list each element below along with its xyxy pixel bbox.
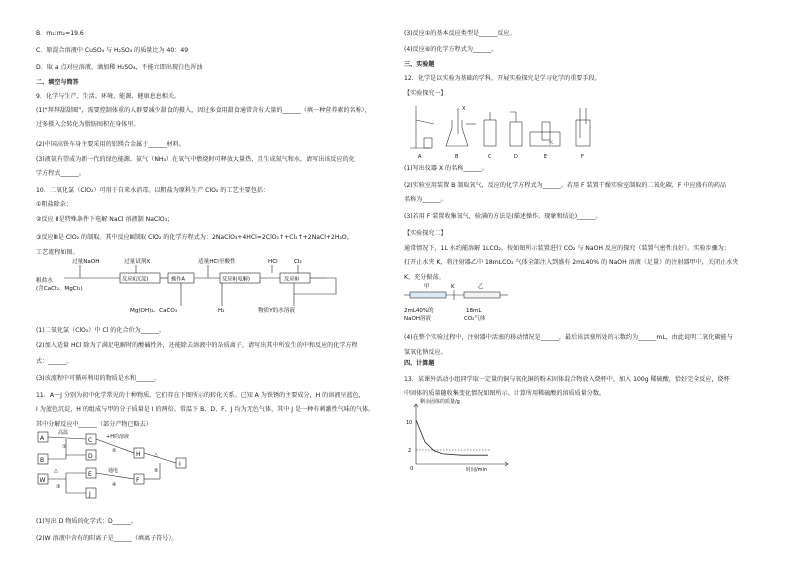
graph-tick-2: 2 — [408, 448, 412, 454]
graph-origin: 0 — [410, 466, 414, 472]
apparatus-b: B — [455, 154, 459, 160]
left-text-line: 9．化学与生产、生活、环境、能源、健康息息相关。 — [36, 93, 181, 100]
left-text-line: (2)加入适量 HCl 除为了满足电解时的酸碱性外，还能除去溶液中的杂质离子，请写出其中所发生的中和反应的化学方程 — [36, 342, 358, 349]
flow-precipitate: Mg(OH)₂、CaCO₃ — [130, 308, 178, 314]
box-b: B — [40, 457, 45, 464]
right-text-line: (4)反应⑥的化学方程式为______。 — [404, 46, 498, 53]
flow-impurities: (含CaCl₂、MgCl₂) — [36, 286, 83, 292]
label-delta: △ — [54, 468, 58, 474]
left-text-line: 工艺流程如图。 — [36, 249, 79, 256]
flow-hcl: HCl — [268, 259, 278, 265]
right-text-line: (2)实验室用装置 B 制取氧气，反应的化学方程式为______。若用 F 装置干燥实验室制取的二氧化碳，F 中应盛有的药品 — [404, 182, 727, 189]
right-text-line: 四、计算题 — [404, 360, 435, 367]
syringe-yi-note2: CO₂气体 — [464, 316, 486, 322]
syringe-yi-label: 乙 — [478, 284, 484, 290]
flow-crude-salt: 粗盐水 — [36, 278, 53, 284]
left-text-line: B．m₁:m₂=19.6 — [36, 30, 84, 37]
lab-apparatus-illustration — [406, 98, 606, 160]
label-step1: ① — [62, 444, 67, 450]
right-text-line: K，充分振荡。 — [404, 274, 445, 281]
left-text-line: (3)该流程中可循环利用的物质是水和______。 — [36, 375, 161, 382]
box-a: A — [40, 435, 45, 442]
right-text-line: 打开止水夹 K，将注射器乙中 18mLCO₂ 气体全部注入到盛有 2mL40% 的 NaOH 溶液（足量）的注射器甲中，关闭止水夹 — [404, 259, 739, 266]
label-high-temp: 高温 — [58, 430, 69, 436]
left-text-line: ①粗盐除杂； — [36, 201, 72, 208]
left-text-line: 式：______。 — [36, 358, 73, 365]
right-text-line: 通常情况下，1L 水约能溶解 1LCO₂，按如图所示装置进行 CO₂ 与 NaOH 反应的探究（装置气密性良好）。实验步骤为： — [404, 245, 730, 252]
left-text-line: 过多摄入会转化为脂肪囤积在身体里。 — [36, 121, 140, 128]
flow-box-reaction3-label: 反应III — [284, 276, 299, 283]
right-text-line: 三、实验题 — [404, 61, 435, 68]
label-h-solution: +H的溶液 — [106, 434, 129, 440]
right-text-line: (1)写出仪器 X 的名称______。 — [404, 165, 488, 172]
process-flow-diagram — [36, 256, 366, 320]
box-i: I — [179, 461, 181, 468]
solid-mass-graph — [404, 398, 514, 472]
left-text-line: (1)写出 D 物质的化学式：D______。 — [36, 518, 138, 525]
apparatus-c: C — [488, 154, 492, 160]
graph-y-label: 剩余固体的质量/g — [420, 399, 460, 405]
right-text-line: (3)反应①的基本反应类型是______反应。 — [404, 30, 516, 37]
apparatus-a: A — [418, 154, 422, 160]
label-delta2: △ — [154, 452, 158, 458]
right-text-line: (4)在整个实验过程中，注射器中活塞的移动情况是______，最后该活塞所处的示数约为______mL，由此说明二氧化碳能与 — [404, 334, 733, 341]
flow-naoh: 过量NaOH — [72, 259, 100, 265]
apparatus-f: F — [581, 154, 584, 160]
apparatus-water: 水 — [548, 140, 554, 146]
left-text-line: (1)二氧化氯（ClO₂）中 Cl 的化合价为______。 — [36, 327, 166, 334]
right-column — [404, 0, 774, 562]
syringe-jia-label: 甲 — [424, 284, 430, 290]
left-text-line: (1)“拜拜甜甜圈”，需要控制体重的人群要减少甜食的摄入，因过多食用甜食通常含有大量的______（填一种营养素的名称）， — [36, 107, 371, 114]
left-text-line: ②反应 Ⅱ是特殊条件下电解 NaCl 溶液制 NaClO₃； — [36, 216, 174, 223]
right-text-line: (3)若用 F 装置收集氧气，验满的方法是(描述操作、现象和结论)______。 — [404, 213, 602, 220]
label-step2: ② — [112, 448, 117, 454]
label-step4: ④ — [112, 482, 117, 488]
left-text-line: 其中分解反应中______（部分产物已略去） — [36, 421, 152, 428]
box-h: H — [136, 451, 141, 458]
right-text-line: 中固体的质量随收集变化情况如图所示。计算所用稀硫酸的溶质质量分数。 — [404, 390, 606, 397]
right-text-line: 13．某课外活动小组同学取一定量的铜与氧化铜的粉末固体混合物放入烧杯中，加入 100g 稀硫酸，恰好完全反应，烧杯 — [404, 376, 730, 383]
label-step5: ⑤ — [154, 468, 159, 474]
left-text-line: 二、填空与简答 — [36, 79, 79, 86]
box-d: D — [88, 453, 93, 460]
syringe-jia-note1: 2mL40%的 — [404, 308, 434, 314]
right-text-line: 【实验探究一】 — [404, 90, 447, 97]
flow-cl2: Cl₂ — [294, 259, 302, 265]
flow-box-reaction1-label: 反应I(沉淀) — [122, 276, 149, 283]
valve-k-label: K — [451, 284, 455, 290]
label-step3: ③ — [56, 484, 61, 490]
box-j: J — [89, 491, 91, 498]
apparatus-d: D — [514, 154, 518, 160]
flow-reagent-x: 过量试剂X — [124, 259, 151, 265]
flow-hcl-acidic: 适量HCl至酸性 — [198, 259, 236, 265]
box-c: C — [88, 437, 93, 444]
box-f: F — [136, 477, 140, 484]
left-text-line: (2)中国高铁车身主要采用的铝镁合金属于______材料。 — [36, 141, 185, 148]
right-text-line: 12．化学是以实验为基础的学科，开展实验探究是学习化学的重要手段。 — [404, 75, 601, 82]
substance-transform-diagram — [36, 428, 216, 512]
flow-box-operation-a-label: 操作A — [171, 276, 185, 283]
syringe-jia-note2: NaOH溶液 — [404, 316, 431, 322]
syringe-apparatus — [404, 282, 544, 328]
box-w: W — [39, 477, 46, 484]
apparatus-e: E — [544, 154, 548, 160]
flow-h2: H₂ — [218, 308, 225, 314]
left-text-line: C．原混合溶液中 CuSO₄ 与 H₂SO₄ 的质量比为 40：49 — [36, 47, 189, 54]
syringe-yi-note1: 18mL — [466, 308, 482, 314]
left-text-line: 学方程式______。 — [36, 170, 85, 177]
left-text-line: D．取 a 点对应溶液，滴加稀 H₂SO₄，不能立即出现白色浑浊 — [36, 64, 203, 71]
left-text-line: ③反应Ⅲ是 ClO₂ 的制取。其中反应Ⅲ制取 ClO₂ 的化学方程式为：2NaClO₃+4HCl=2ClO₂↑+Cl₂↑+2NaCl+2H₂O。 — [36, 234, 353, 241]
right-text-line: 【实验探究二】 — [404, 230, 447, 237]
graph-tick-10: 10 — [406, 420, 413, 426]
graph-x-label: 时间/min — [466, 467, 488, 472]
left-text-line: 11．A～J 分别为初中化学常见的十种物质，它们存在下图所示的转化关系。已知 A 为铁锈的主要成分，H 的溶液呈蓝色， — [36, 392, 365, 399]
right-text-line: 氢氧化钠反应。 — [404, 349, 447, 356]
left-text-line: 10．二氧化氯（ClO₂）可用于自来水消毒。以粗盐为原料生产 ClO₂ 的工艺主要包括： — [36, 187, 270, 194]
left-text-line: I 为蓝色沉淀，H 的组成与甲的分子质量是 I 的两倍。常温下 B、D、F、J 均为无色气体，其中 J 是一种有刺激性气味的气体。 — [36, 406, 375, 413]
left-text-line: (2)W 溶液中含有的阳离子是______（填离子符号）。 — [36, 535, 178, 542]
right-text-line: 名称为______。 — [404, 196, 447, 203]
flow-substance-y: 物质Y的水溶液 — [258, 308, 295, 314]
left-text-line: (3)液氨有望成为新一代的绿色能源。氨气（NH₃）在氧气中燃烧时可释放大量热，且生成氮气和水，请写出该反应的化 — [36, 156, 355, 163]
box-e: E — [88, 471, 92, 478]
label-electrolysis: 通电 — [108, 468, 119, 474]
apparatus-x: X — [462, 106, 466, 112]
flow-box-reaction2-label: 反应II(电解) — [222, 276, 250, 283]
